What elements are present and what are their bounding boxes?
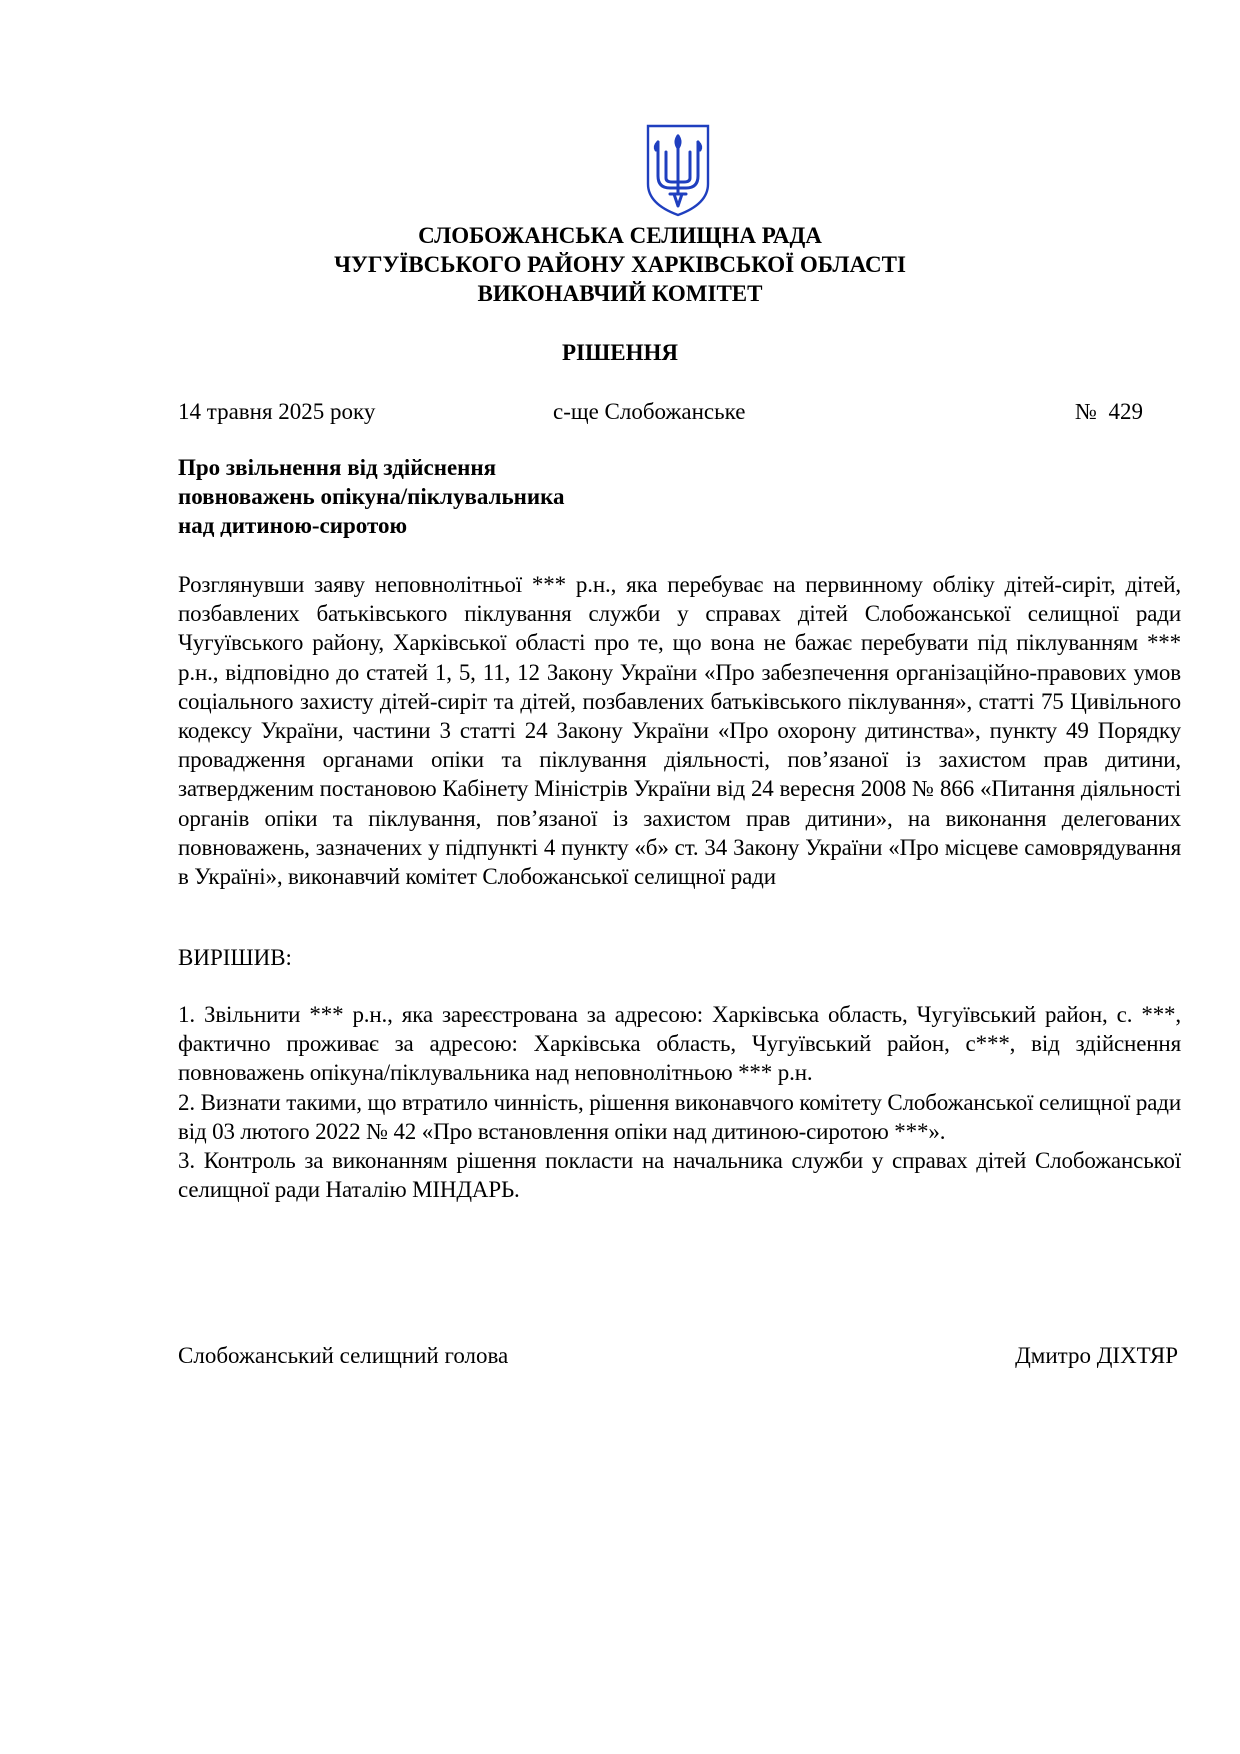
ukraine-coat-of-arms-icon [644, 122, 712, 218]
decision-item: 2. Визнати такими, що втратило чинність, рішення виконавчого комітету Слобожанської селищної ради від 03 лютого 2022 № 42 «Про встановлення опіки над дитиною-сиротою ***». [178, 1089, 1181, 1144]
subject-line: над дитиною-сиротою [178, 513, 408, 538]
council-header [0, 221, 1240, 308]
decision-place: с-ще Слобожанське [553, 399, 746, 424]
decision-subject [178, 453, 565, 540]
subject-line: повноважень опікуна/піклувальника [178, 484, 565, 509]
header-line: ЧУГУЇВСЬКОГО РАЙОНУ ХАРКІВСЬКОЇ ОБЛАСТІ [334, 252, 906, 277]
decided-heading: ВИРІШИВ: [178, 945, 292, 970]
decision-items [178, 1000, 1181, 1204]
signature-name: Дмитро ДІХТЯР [1015, 1343, 1178, 1368]
preamble-paragraph: Розглянувши заяву неповнолітньої *** р.н., яка перебуває на первинному обліку дітей-сиріт, дітей, позбавлених батьківського піклування служби у справах дітей Слобожанської селищної ради Чугуївського району, Харківської області про те, що вона не бажає перебувати під піклуванням *** р.н., відповідно до статей 1, 5, 11, 12 Закону України «Про забезпечення організаційно-правових умов соціального захисту дітей-сиріт та дітей, позбавлених батьківського піклування», статті 75 Цивільного кодексу України, частини 3 статті 24 Закону України «Про охорону дитинства», пункту 49 Порядку провадження органами опіки та піклування діяльності, пов’язаної із захистом прав дитини, затвердженим постановою Кабінету Міністрів України від 24 вересня 2008 № 866 «Питання діяльності органів опіки та піклування, пов’язаної із захистом прав дитини», на виконання делегованих повноважень, зазначених у підпункті 4 пункту «б» ст. 34 Закону України «Про місцеве самоврядування в Україні», виконавчий комітет Слобожанської селищної ради [178, 572, 1181, 890]
decision-item: 3. Контроль за виконанням рішення покласти на начальника служби у справах дітей Слобожанської селищної ради Наталію МІНДАРЬ. [178, 1148, 1181, 1203]
subject-line: Про звільнення від здійснення [178, 455, 497, 480]
header-line: СЛОБОЖАНСЬКА СЕЛИЩНА РАДА [418, 223, 822, 248]
decision-date: 14 травня 2025 року [178, 399, 376, 424]
header-line: ВИКОНАВЧИЙ КОМІТЕТ [477, 281, 763, 306]
signature-title: Слобожанський селищний голова [178, 1343, 509, 1368]
document-title: РІШЕННЯ [562, 340, 678, 365]
decision-item: 1. Звільнити *** р.н., яка зареєстрована за адресою: Харківська область, Чугуївський район, с. ***, фактично проживає за адресою: Харківська область, Чугуївський район, с***, від здійснення повноважень опікуна/піклувальника над неповнолітньою *** р.н. [178, 1002, 1181, 1086]
decision-number: № 429 [1075, 399, 1143, 424]
